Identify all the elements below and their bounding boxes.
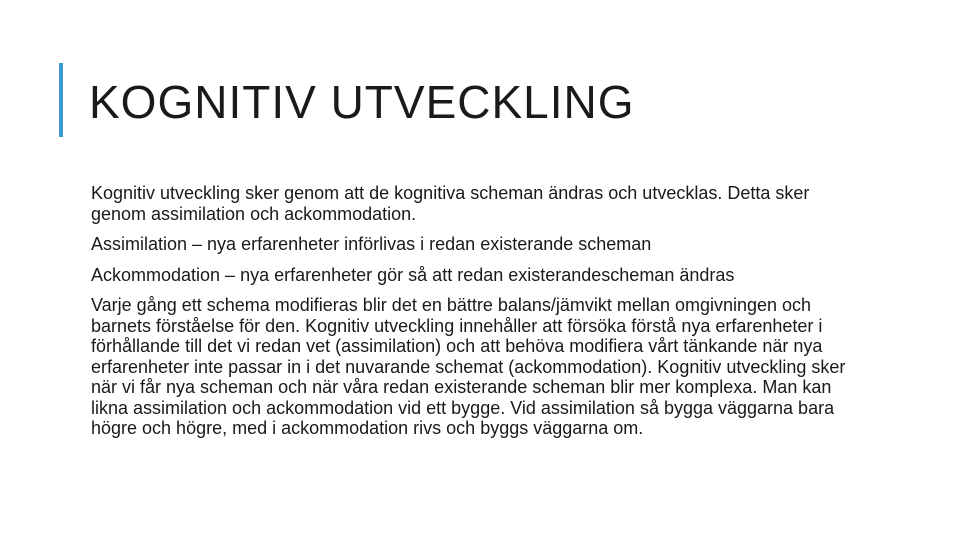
- paragraph-ackommodation: Ackommodation – nya erfarenheter gör så att redan existerandescheman ändras: [91, 264, 735, 285]
- paragraph-explanation: Varje gång ett schema modifieras blir det en bättre balans/jämvikt mellan omgivningen och barnets förståelse för den. Kognitiv utveckling innehåller att försöka förstå nya erfarenheter i förhållande till det vi redan vet (assimilation) och att behöva modifiera vårt tänkande när nya erfarenheter inte passar in i det nuvarande schemat (ackommodation). Kognitiv utveckling sker när vi får nya scheman och när våra redan existerande scheman blir mer komplexa. Man kan likna assimilation och ackommodation vid ett bygge. Vid assimilation så bygga väggarna bara högre och högre, med i ackommodation rivs och byggs väggarna om.: [91, 295, 846, 438]
- title-accent-bar: [59, 63, 63, 137]
- slide-body: [91, 183, 851, 449]
- paragraph-assimilation: Assimilation – nya erfarenheter införlivas i redan existerande scheman: [91, 234, 652, 254]
- paragraph-intro: Kognitiv utveckling sker genom att de kognitiva scheman ändras och utvecklas. Detta sker genom assimilation och ackommodation.: [91, 183, 810, 224]
- slide-title: KOGNITIV UTVECKLING: [89, 76, 635, 128]
